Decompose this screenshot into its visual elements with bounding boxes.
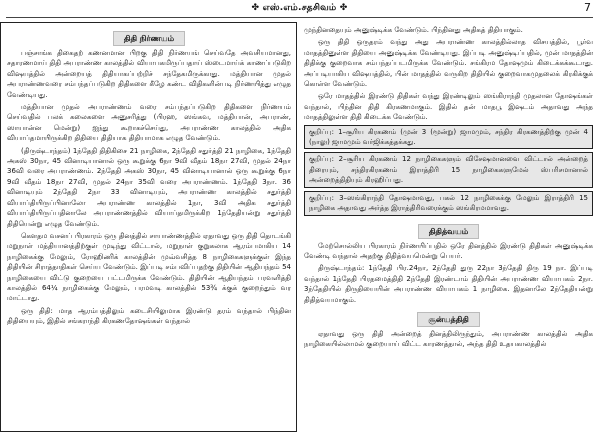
section-heading [7, 26, 291, 46]
paragraph: பஞ்சாங்க திகைதற் கணனமான பிறகு திதி நிர்ணயங் செய்வதே அவசியமானது, சதாரணமாய் திதி அபராண்ண காலத்தில் வியாபகமிருப்பதாய் ஸ்டைமாய்க் காணப்படுகிற விஷயத்தில் அன்றையத் திதியாகப்பற்றிச் சந்தேகமிருக்காது. மத்தியான முதல் அபராண்ணவரை சம்பந்தப்படுகிற திதிகளை கீழே கண்ட விதிகளின்படி நிர்ணயித்து எழுத வேண்டியது. [7, 49, 291, 99]
paragraph: ஒரே மாதத்தில் இரண்டு திதிகள் வந்து இரண்டிலும் ஸங்கிராந்தி முதலான தோஷங்கள் வந்தால், பிந்தின திதி கிரகணமாகும். இதில் தன் மாதபூ இஷடம் அதாவது அந்த மாதத்திலுள்ள திதி கிடைக்க வேண்டும். [304, 92, 593, 122]
paragraph-example: திருஷ்டாந்தம்: 1ந்தேதி பிர.24நா, 2ந்தேதி துரு 22நா 3ந்தேதி திரு 19 நா. இப்படி வந்தால் 1ந்தேதி பிரதமைத்திதி 2ந்தேதி இரண்டாம் திதியின் அபராண்ண வியாபகம் 2நா. 3ந்தேதியில் திருதியையின் அபராண்ண வியாபகம் 1 நாழிகை. இதனாலே 2ந்தேதியன்று திதித்வயமாகும். [304, 264, 593, 304]
paragraph: ஒரு திதி: மாத ஆரம்பத்திலும் கடைசியிலுமாக இரண்டு தரம் வந்தால் பிந்தின திதியையும், இதில் சங்கராந்தி கிரகணதோஷங்கள் வந்தால் [7, 306, 291, 326]
section-title-soonya-tithi: சூன்யத்திதி [417, 312, 480, 327]
paragraph: மேற்சொல்லிய பிரகாரம் நிர்ணயிப்பதில் ஒரே தினத்தில் இரண்டு திதிகள் அனுஷ்டிக்க வேண்டி வந்தால் அதற்கு திதித்வயமென்று பெயர். [304, 241, 593, 260]
paragraph-continued: முந்தினதையும் அனுஷ்டிக்க வேண்டும். பிந்தினது அதிகத் திதியாகும். [304, 26, 523, 34]
note-box [304, 125, 593, 150]
header-divider [6, 17, 593, 18]
note-box [304, 191, 593, 216]
page-number: 7 [584, 1, 591, 14]
paragraph: கௌதம வசனப் பிரகாரம் ஒரு தினத்தில் சாயாண்ணத்தில் ஏதாவது ஒரு திதி தொடங்கி மறுநாள் மத்தியானத்திற்குள் முடிந்து விட்டால், மறுநாள் குறுகலாக ஆரம்பமாகிய 14 நாழிகைக்கு மேலும், ரோஹிணிக் காலத்தின் முவ்வசித்த 8 நாழிகைகளுக்குள் இந்த திதியின் சிராத்தாதிகள் செய்ய வேண்டும். இப்படி சம்பவிப்பதற்கு திதியின் ஆதியந்தம் 54 நாழிகையை விட்டு குறையை பட்டமிருக்க வேண்டும். திதியின் ஆதியந்தம் பரவளித்தி காலத்தில் 64¼ நாழிகைக்கு மேலும், பரமவடி காலத்தில் 53¾ க்குக் குறைந்தும் வர மாட்டாது. [7, 231, 291, 303]
note: குறிப்பு: 1–சூரிய கிரகணம் (முன் 3 (மூன்று) ஜாமமும், சந்திர கிரகணத்திற்கு முன் 4 (நாலு) ஜாமமும் வர்ஜிக்கத்தக்கது. [309, 127, 588, 147]
left-column-box [0, 22, 297, 432]
note: குறிப்பு: 3–ஸங்கிராந்தி தோஷமாவது, பகல் 12 நாழிகைக்கு மேலும் இராத்திரி 15 நாழிகை அதாவது அர்த்த இராத்திரிவரைக்கும் ஸங்கிரமமாவது. [309, 193, 588, 213]
section-title-tithi-dvayam: திதித்வயம் [418, 224, 479, 239]
note: குறிப்பு: 2–சூரிய கிரகணம் 12 நாழிகைகளும் விசேஷமானவை விட்டால் அன்றைத் திரையும், சந்திரகிரகணம் இராத்திரி 15 நாழிகைகளுமேல் ஸ்பரிசமானால் அன்றைத்திதியும் கிரஹிப்பது. [309, 155, 588, 185]
right-column [302, 22, 599, 432]
note-box [304, 152, 593, 187]
paragraph: ஒரு திதி ஒருதரம் வந்து அது அபராண்ண காலத்தில்லாத விசயத்தில், பூர்வ மாதத்தினுள்ள திதியை அனுஷ்டிக்க வேண்டியது. இப்படி அனுஷ்டிப்பதில், முன் மாதத்தின் திதிக்கு குறைவாக சம்பந்தப்படமிருக்க வேண்டும். சங்கிரம தோஷமும் கிடைக்கக்கூடாது. அப்படியாகிய விஷயத்தில், பின் மாதத்தில் வருகிற திதியில் குறைவாகமுதலைக் கிரகிக்குக் கொள்ள வேண்டும். [304, 38, 593, 89]
paragraph: ஏதாவது ஒரு திதி அன்றைத் தினத்திலிருந்தும், அபராண்ண காலத்தில் அதிக நாழிகையில்லாமல் குறையாய் விட்ட காரணத்தால், அந்த திதி உதயகாலத்தில் [304, 329, 593, 349]
section-heading [304, 219, 593, 239]
section-title-tithi-nirnayam: திதி நிர்ணயம் [113, 31, 185, 46]
paragraph-example: (திருஷ்டாந்தம்) 1ந்தேதி திதிகிசை 21 நாழிகை, 2ந்தேதி சதுர்த்தி 21 நாழிகை, 1ந்தேதி அகஸ் 30நா, 45 வினாடியானால் ஒரு கூறுக்கு 6நா 9வி வீதம் 18நா 27வி, முதல் 24நா 36வி வரை அபராண்ணம். 2ந்தேதி அகஸ் 30நா, 45 வினாடியானால் ஒரு கூறுக்கு 6நா 9வி வீதம் 18நா 27வி, முதல் 24நா 35வி வரை அபராண்ணம். 1ந்தேதி 3நா. 36 வினாடியும் 2ந்தேதி 2நா 33 வினாடியும், அபராண்ண காலத்தில் சதுர்த்தி வியாப்தியிருப்பினாலோ அபராண்ண காலத்தில் 1நா, 3வி அதிக சதுர்த்தி வியாப்தியிருப்பதினாலே அபராண்ணத்தில் வியாப்தமிருக்கிற 1ந்தேதியன்று சதுர்த்தி திதியென்று எழுத வேண்டும். [7, 146, 291, 228]
running-title: ✤ எஸ்.எம்.சதசிவம் ✤ [251, 3, 348, 13]
paragraph: மத்தியான முதல் அபராண்ணம் வரை சம்பந்தப்படுகிற திதிகளை நிர்ணயம் செய்வதில் பலக் கலைகளை அனுசரித்து (பிரஹ, ஸங்கவ, மத்தியான், அபராண், ஸாயான்ன மென்று) ஐந்து கூறாகச்செய்து, அபராண்ண காலத்தில் அதிக வியாப்தமாயிருக்கிற திதியை திதியாக திதியாமாக எழுத வேண்டும். [7, 103, 291, 143]
section-heading [304, 307, 593, 327]
page-header [0, 0, 599, 20]
